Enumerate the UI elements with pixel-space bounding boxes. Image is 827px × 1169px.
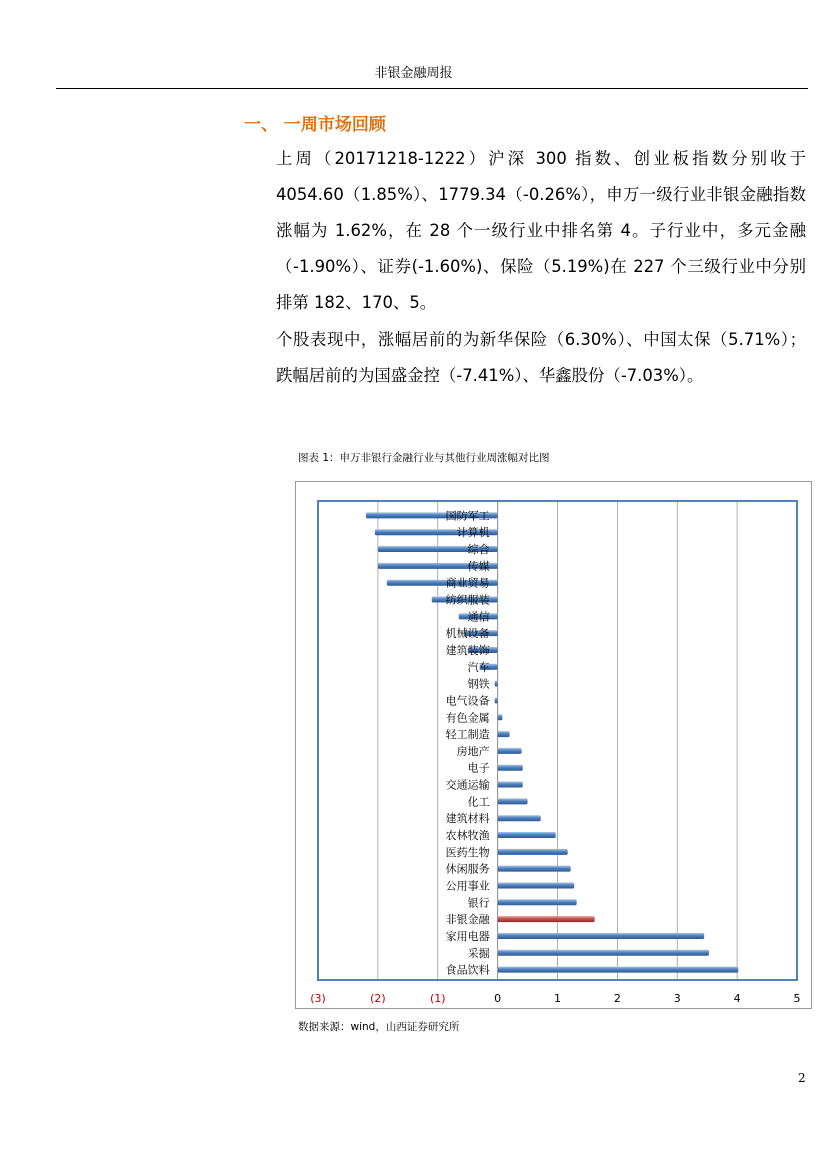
running-header: 非银金融周报	[374, 66, 453, 81]
figure-source: 数据来源：wind，山西证券研究所	[298, 1021, 460, 1033]
x-tick-label-2: (1)	[429, 992, 446, 1005]
category-label-8: 机械设备	[445, 627, 490, 641]
bar-21	[498, 849, 568, 855]
bar-27	[498, 950, 709, 956]
category-label-2: 计算机	[456, 526, 490, 540]
category-label-12: 电气设备	[445, 694, 490, 708]
bar-14	[498, 731, 510, 737]
category-label-27: 采掘	[467, 946, 490, 960]
category-label-26: 家用电器	[445, 929, 490, 943]
x-tick-label-6: 3	[673, 992, 681, 1005]
bar-18	[498, 798, 528, 804]
category-label-9: 建筑装饰	[445, 643, 490, 657]
category-label-6: 纺织服装	[445, 593, 490, 607]
category-label-17: 交通运输	[445, 778, 490, 792]
category-label-15: 房地产	[456, 744, 490, 758]
bar-15	[498, 748, 522, 754]
category-label-3: 综合	[467, 543, 490, 557]
category-label-11: 钢铁	[467, 677, 490, 691]
category-label-1: 国防军工	[445, 509, 490, 523]
category-label-7: 通信	[467, 610, 490, 624]
bar-17	[498, 782, 523, 788]
category-label-16: 电子	[467, 761, 490, 775]
bar-23	[498, 882, 575, 888]
category-label-28: 食品饮料	[445, 963, 490, 977]
x-tick-label-7: 4	[733, 992, 741, 1005]
bar-22	[498, 866, 571, 872]
bar-19	[498, 815, 541, 821]
figure-caption: 图表 1：申万非银行金融行业与其他行业周涨幅对比图	[298, 452, 550, 464]
category-label-23: 公用事业	[445, 879, 490, 893]
x-tick-label-0: (3)	[310, 992, 326, 1005]
bar-26	[498, 933, 705, 939]
category-label-14: 轻工制造	[445, 728, 490, 742]
x-tick-label-4: 1	[554, 992, 561, 1005]
bar-20	[498, 832, 556, 838]
category-label-20: 农林牧渔	[445, 829, 490, 843]
section-title: 一、 一周市场回顾	[244, 115, 386, 135]
x-tick-label-1: (2)	[370, 992, 386, 1005]
x-tick-label-3: 0	[494, 992, 502, 1005]
paragraph-market-review: 上周（20171218-1222）沪深 300 指数、创业板指数分别收于 4054.60（1.85%）、1779.34（-0.26%），申万一级行业非银金融指数涨幅为 1.62%，在 28 个一级行业中排名第 4。子行业中，多元金融（-1.90%）、证券(-1.60%)、保险（5.19%)在 227 个三级行业中分别排第 182、170、5。	[276, 149, 806, 312]
category-label-10: 汽车	[467, 660, 490, 674]
header-rule	[56, 88, 808, 89]
industry-weekly-change-bar-chart	[296, 482, 811, 1008]
bar-12	[495, 697, 498, 703]
category-label-5: 商业贸易	[445, 576, 490, 590]
category-label-25: 非银金融	[445, 913, 490, 927]
category-label-4: 传媒	[467, 559, 490, 573]
category-label-22: 休闲服务	[445, 862, 490, 876]
bar-16	[498, 765, 523, 771]
bar-24	[498, 899, 577, 905]
category-label-18: 化工	[467, 795, 490, 809]
category-label-24: 银行	[467, 896, 490, 910]
category-label-13: 有色金属	[445, 711, 490, 725]
chart-container	[295, 481, 812, 1009]
paragraph-stock-performance: 个股表现中，涨幅居前的为新华保险（6.30%）、中国太保（5.71%）；跌幅居前的为国盛金控（-7.41%）、华鑫股份（-7.03%）。	[276, 330, 806, 385]
category-label-21: 医药生物	[445, 845, 490, 859]
page-number: 2	[798, 1071, 806, 1085]
x-tick-label-5: 2	[613, 992, 621, 1005]
bar-25	[498, 916, 595, 922]
bar-11	[495, 681, 498, 687]
bar-13	[498, 714, 503, 720]
category-label-19: 建筑材料	[445, 812, 490, 826]
x-tick-label-8: 5	[793, 992, 801, 1005]
bar-28	[498, 967, 739, 973]
